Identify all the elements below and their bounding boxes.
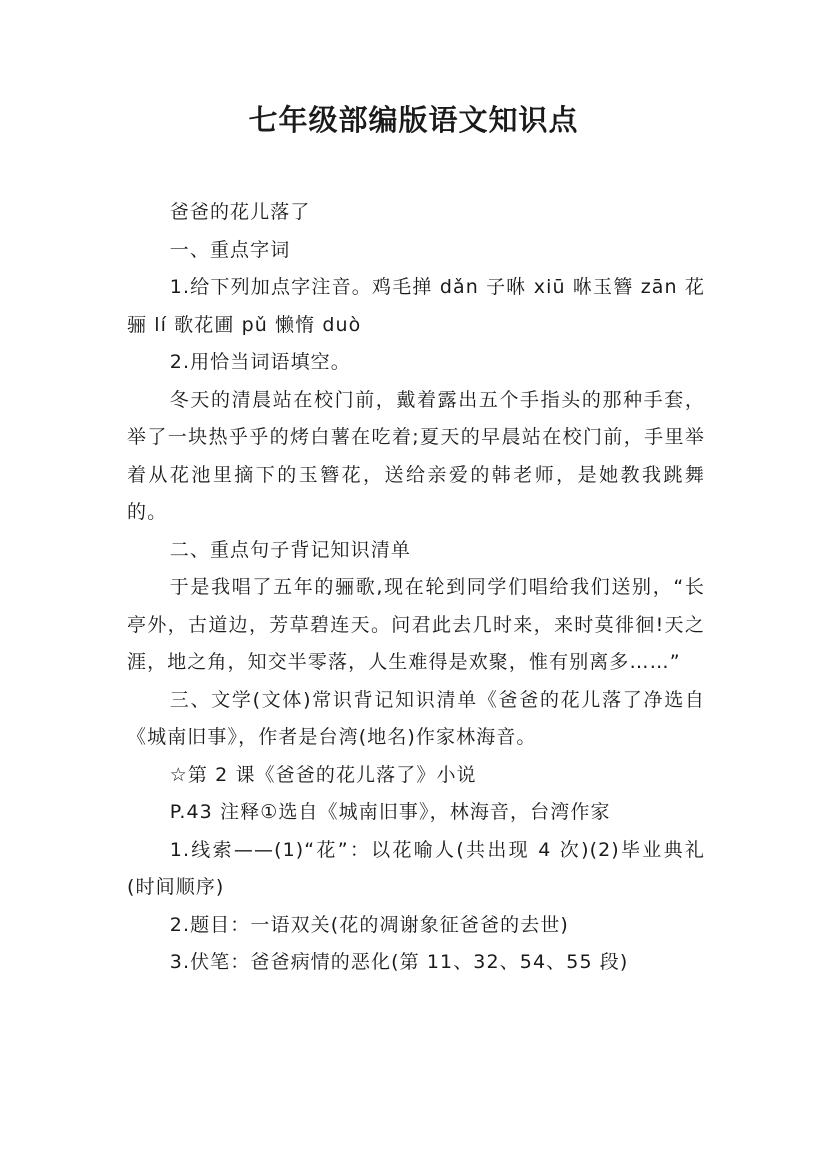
paragraph-fill-blank-text: 冬天的清晨站在校门前，戴着露出五个手指头的那种手套，举了一块热乎乎的烤白薯在吃着;夏天的早晨站在校门前，手里举着从花池里摘下的玉簪花，送给亲爱的韩老师，是她教我跳舞的。 [127,388,705,523]
section-heading-key-words: 一、重点字词 [169,238,291,261]
paragraph-foreshadowing: 3.伏笔：爸爸病情的恶化(第 11、32、54、55 段) [169,951,629,973]
paragraph-annotation: P.43 注释①选自《城南旧事》，林海音，台湾作家 [169,801,611,823]
section-heading-key-sentences: 二、重点句子背记知识清单 [169,538,411,561]
paragraph-pinyin-exercise: 1.给下列加点字注音。鸡毛掸 dǎn 子咻 xiū 咻玉簪 zān 花骊 lí 歌花圃 pǔ 懒惰 duò [127,276,705,336]
paragraph-lesson-two: ☆第 2 课《爸爸的花儿落了》小说 [169,763,477,786]
paragraph-title-pun: 2.题目：一语双关(花的凋谢象征爸爸的去世) [169,913,569,936]
paragraph-farewell-song: 于是我唱了五年的骊歌,现在轮到同学们唱给我们送别，“长亭外，古道边，芳草碧连天。问君此去几时来，来时莫徘徊!天之涯，地之角，知交半零落，人生难得是欢聚，惟有别离多……” [127,576,705,673]
document-body [127,194,705,982]
paragraph-clue: 1.线索——(1)“花”：以花喻人(共出现 4 次)(2)毕业典礼(时间顺序) [127,838,705,898]
document-title: 七年级部编版语文知识点 [248,103,579,137]
section-heading-lesson: 爸爸的花儿落了 [169,201,311,223]
paragraph-fill-blank-prompt: 2.用恰当词语填空。 [169,351,351,373]
paragraph-literary-knowledge: 三、文学(文体)常识背记知识清单《爸爸的花儿落了净选自《城南旧事》，作者是台湾(地名)作家林海音。 [127,688,705,748]
